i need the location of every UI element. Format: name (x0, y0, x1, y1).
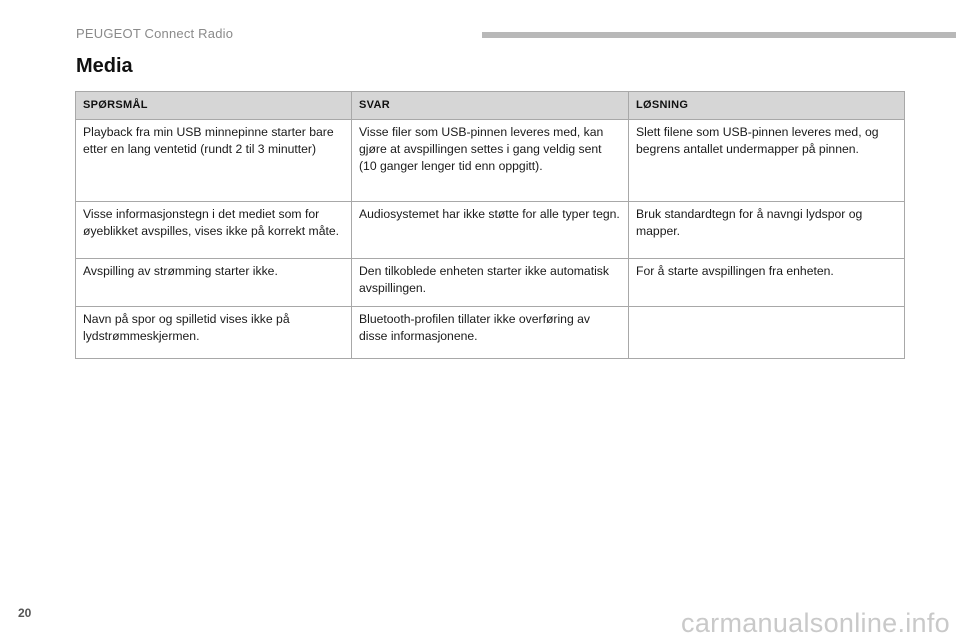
table-row (76, 307, 905, 359)
table-row (76, 202, 905, 259)
solution-cell: For å starte avspillingen fra enheten. (629, 259, 905, 307)
question-cell: Playback fra min USB minnepinne starter bare etter en lang ventetid (rundt 2 til 3 minutter) (76, 120, 352, 202)
answer-cell: Bluetooth-profilen tillater ikke overføring av disse informasjonene. (352, 307, 629, 359)
answer-cell: Visse filer som USB-pinnen leveres med, kan gjøre at avspillingen settes i gang veldig sent (10 ganger lenger tid enn oppgitt). (352, 120, 629, 202)
question-cell: Navn på spor og spilletid vises ikke på lydstrømmeskjermen. (76, 307, 352, 359)
question-cell: Visse informasjonstegn i det mediet som for øyeblikket avspilles, vises ikke på korrekt måte. (76, 202, 352, 259)
column-header-answer: SVAR (352, 92, 629, 120)
solution-cell: Slett filene som USB-pinnen leveres med, og begrens antallet undermapper på pinnen. (629, 120, 905, 202)
header-bar-divider (482, 32, 956, 38)
section-title: Media (76, 55, 133, 77)
answer-cell: Audiosystemet har ikke støtte for alle typer tegn. (352, 202, 629, 259)
solution-cell: Bruk standardtegn for å navngi lydspor og mapper. (629, 202, 905, 259)
question-cell: Avspilling av strømming starter ikke. (76, 259, 352, 307)
column-header-question: SPØRSMÅL (76, 92, 352, 120)
manual-header-title: PEUGEOT Connect Radio (76, 26, 234, 41)
watermark-text: carmanualsonline.info (681, 608, 950, 638)
answer-cell: Den tilkoblede enheten starter ikke automatisk avspillingen. (352, 259, 629, 307)
table-row (76, 120, 905, 202)
table-header-row (76, 92, 905, 120)
page-number: 20 (18, 606, 32, 620)
solution-cell (629, 307, 905, 359)
faq-table (75, 91, 905, 359)
table-row (76, 259, 905, 307)
column-header-solution: LØSNING (629, 92, 905, 120)
